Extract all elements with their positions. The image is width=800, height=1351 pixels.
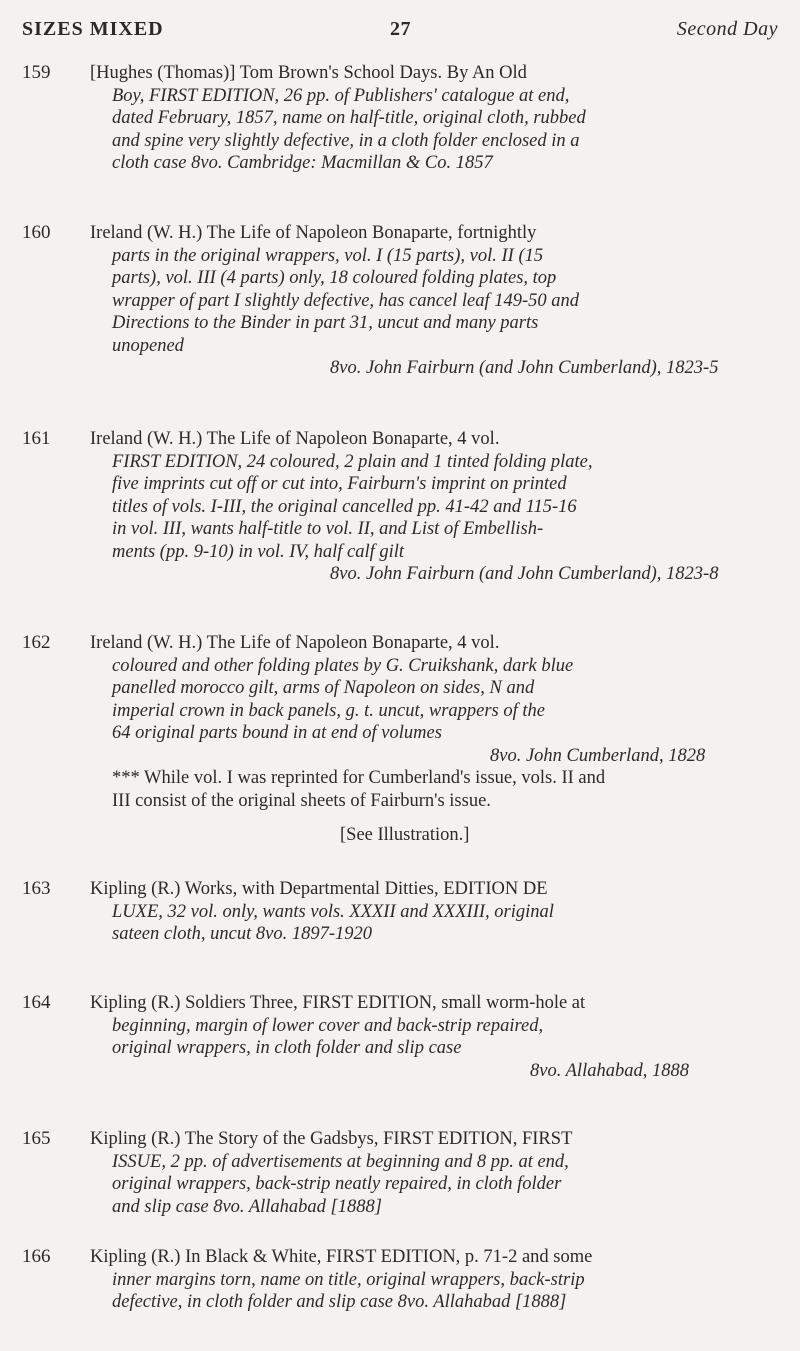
lot-line: inner margins torn, name on title, original wrappers, back-strip (112, 1269, 585, 1290)
lot-line: original wrappers, back-strip neatly repaired, in cloth folder (112, 1174, 562, 1194)
lot-number: 162 (22, 632, 51, 653)
lot-line: 64 original parts bound in at end of volumes (112, 723, 442, 743)
lot-line: titles of vols. I-III, the original cancelled pp. 41-42 and 115-16 (112, 496, 577, 517)
lot-line: and spine very slightly defective, in a cloth folder enclosed in a (112, 130, 580, 151)
lot-line: wrapper of part I slightly defective, has cancel leaf 149-50 and (112, 290, 580, 311)
header-day-label: Second Day (676, 18, 778, 40)
lot-line: [Hughes (Thomas)] Tom Brown's School Days. By An Old (90, 63, 527, 83)
lot-description (90, 878, 790, 946)
lot-line: 8vo. John Cumberland, 1828 (490, 745, 706, 766)
lot-line: five imprints cut off or cut into, Fairburn's imprint on printed (112, 474, 567, 494)
lot-line: cloth case 8vo. Cambridge: Macmillan & Co. 1857 (112, 153, 493, 173)
lot-description (90, 62, 790, 175)
lot-line: Kipling (R.) In Black & White, FIRST EDITION, p. 71-2 and some (90, 1247, 593, 1267)
lot-line: 8vo. John Fairburn (and John Cumberland), 1823-5 (330, 358, 719, 378)
lot-line: FIRST EDITION, 24 coloured, 2 plain and 1 tinted folding plate, (112, 451, 593, 472)
lot-line: unopened (112, 335, 184, 356)
lot-description (90, 222, 790, 380)
lot-line: Ireland (W. H.) The Life of Napoleon Bonaparte, 4 vol. (90, 633, 500, 653)
lot-description (90, 1128, 790, 1218)
lot-line: Ireland (W. H.) The Life of Napoleon Bonaparte, fortnightly (90, 223, 537, 243)
lot-line: ments (pp. 9-10) in vol. IV, half calf gilt (112, 541, 405, 562)
lot-description (90, 992, 790, 1082)
lot-line: original wrappers, in cloth folder and slip case (112, 1038, 462, 1058)
lot-description (90, 1246, 790, 1314)
lot-line: Ireland (W. H.) The Life of Napoleon Bonaparte, 4 vol. (90, 429, 500, 449)
lot-number: 165 (22, 1128, 51, 1149)
header-section-label: SIZES MIXED (22, 18, 164, 40)
lot-line: Kipling (R.) Works, with Departmental Ditties, EDITION DE (90, 879, 548, 899)
lot-line: Boy, FIRST EDITION, 26 pp. of Publishers' catalogue at end, (112, 85, 570, 106)
lot-description (90, 632, 790, 847)
lot-line: parts in the original wrappers, vol. I (15 parts), vol. II (15 (112, 245, 544, 266)
page-header (22, 18, 778, 52)
lot-number: 164 (22, 992, 51, 1013)
lot-line: LUXE, 32 vol. only, wants vols. XXXII and XXXIII, original (112, 901, 554, 922)
lot-line: panelled morocco gilt, arms of Napoleon on sides, N and (112, 678, 535, 698)
lot-number: 160 (22, 222, 51, 243)
lot-line: beginning, margin of lower cover and back-strip repaired, (112, 1015, 544, 1036)
lot-line: parts), vol. III (4 parts) only, 18 coloured folding plates, top (112, 268, 557, 288)
lot-note: *** While vol. I was reprinted for Cumberland's issue, vols. II and (112, 768, 606, 788)
lot-number: 166 (22, 1246, 51, 1267)
lot-number: 159 (22, 62, 51, 83)
lot-line: Kipling (R.) Soldiers Three, FIRST EDITION, small worm-hole at (90, 993, 586, 1013)
lot-line: sateen cloth, uncut 8vo. 1897-1920 (112, 924, 372, 944)
lot-line: imperial crown in back panels, g. t. uncut, wrappers of the (112, 700, 545, 721)
lot-line: Directions to the Binder in part 31, uncut and many parts (112, 313, 539, 333)
lot-line: and slip case 8vo. Allahabad [1888] (112, 1196, 382, 1217)
lot-number: 163 (22, 878, 51, 899)
lot-line: in vol. III, wants half-title to vol. II, and List of Embellish- (112, 519, 544, 539)
lot-line: dated February, 1857, name on half-title, original cloth, rubbed (112, 108, 586, 128)
lot-line: ISSUE, 2 pp. of advertisements at beginning and 8 pp. at end, (112, 1151, 569, 1172)
lot-description (90, 428, 790, 586)
lot-line: Kipling (R.) The Story of the Gadsbys, FIRST EDITION, FIRST (90, 1129, 573, 1149)
lot-line: defective, in cloth folder and slip case 8vo. Allahabad [1888] (112, 1292, 567, 1312)
lot-note: III consist of the original sheets of Fairburn's issue. (112, 790, 491, 811)
lot-number: 161 (22, 428, 51, 449)
lot-line: 8vo. Allahabad, 1888 (530, 1060, 689, 1081)
illustration-reference: [See Illustration.] (340, 825, 470, 845)
page-number: 27 (390, 18, 411, 40)
lot-line: coloured and other folding plates by G. Cruikshank, dark blue (112, 655, 574, 676)
lot-line: 8vo. John Fairburn (and John Cumberland), 1823-8 (330, 564, 719, 584)
